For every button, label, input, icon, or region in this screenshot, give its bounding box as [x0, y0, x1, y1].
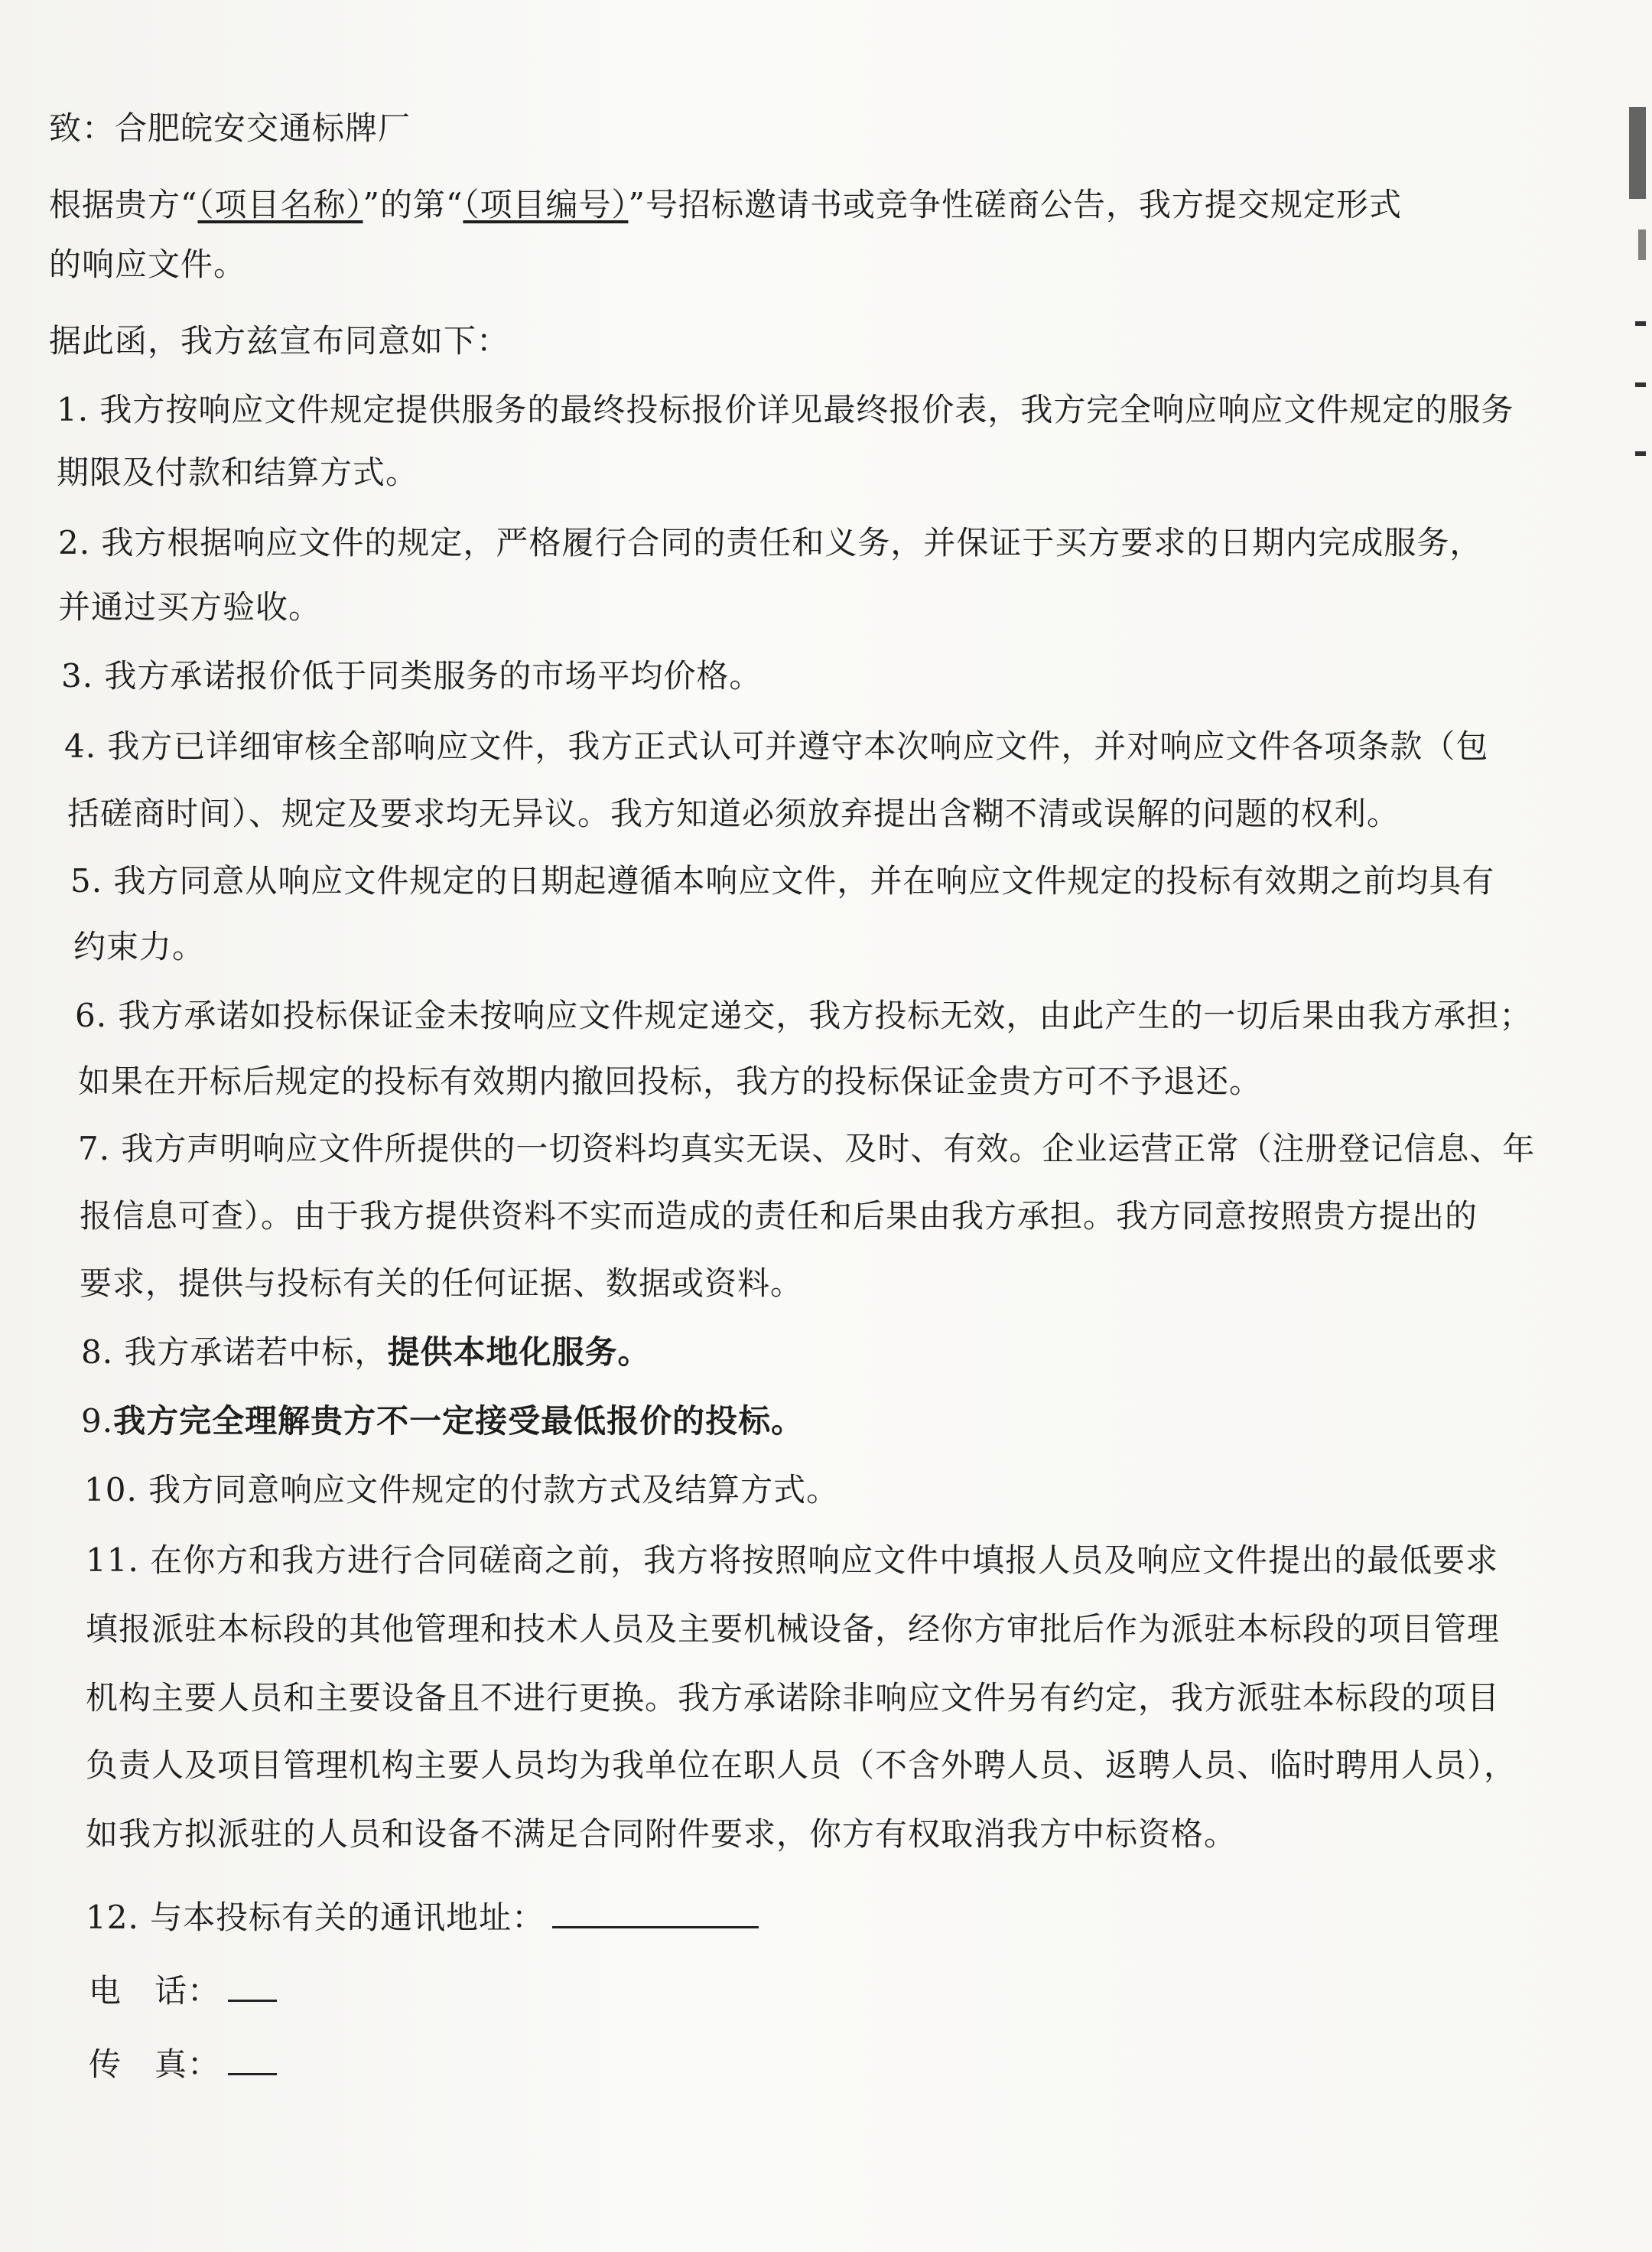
item-12-line	[86, 1892, 759, 1939]
project-name-placeholder: （项目名称）	[197, 186, 363, 223]
item-9-number: 9.	[81, 1402, 114, 1440]
item-7-line-a: 7. 我方声明响应文件所提供的一切资料均真实无误、及时、有效。企业运营正常（注册登记信息、年	[78, 1130, 1536, 1167]
item-9-line	[81, 1400, 804, 1443]
item-2-line-a: 2. 我方根据响应文件的规定，严格履行合同的责任和义务，并保证于买方要求的日期内完成服务，	[58, 524, 1483, 561]
addressee-line: 致：合肥皖安交通标牌厂	[49, 109, 411, 147]
declaration-line: 据此函，我方兹宣布同意如下：	[49, 322, 510, 360]
item-7-line-c: 要求，提供与投标有关的任何证据、数据或资料。	[80, 1264, 804, 1302]
item-6-line-b: 如果在开标后规定的投标有效期内撤回投标，我方的投标保证金贵方可不予退还。	[78, 1063, 1263, 1100]
item-2-line-b: 并通过买方验收。	[58, 588, 322, 626]
intro-line-2: 的响应文件。	[49, 246, 247, 283]
item-8-line	[81, 1331, 650, 1374]
item-11-line-c: 机构主要人员和主要设备且不进行更换。我方承诺除非响应文件另有约定，我方派驻本标段的项目	[86, 1679, 1501, 1717]
fax-line	[89, 2039, 277, 2086]
page-edge-marks	[1618, 92, 1652, 490]
fax-label: 传 真：	[89, 2045, 221, 2083]
intro-text-3: ”号招标邀请书或竞争性磋商公告，我方提交规定形式	[628, 186, 1402, 223]
item-1-line-b: 期限及付款和结算方式。	[57, 454, 419, 491]
item-8-bold-text: 提供本地化服务。	[387, 1333, 651, 1371]
item-11-line-e: 如我方拟派驻的人员和设备不满足合同附件要求，你方有权取消我方中标资格。	[86, 1815, 1237, 1853]
phone-label: 电 话：	[89, 1972, 221, 2010]
item-5-line-a: 5. 我方同意从响应文件规定的日期起遵循本响应文件，并在响应文件规定的投标有效期之前均具有	[70, 862, 1495, 900]
item-8-text: 8. 我方承诺若中标，	[81, 1333, 388, 1371]
intro-line-1	[49, 184, 1402, 226]
project-number-placeholder: （项目编号）	[463, 186, 629, 223]
item-11-line-a: 11. 在你方和我方进行合同磋商之前，我方将按照响应文件中填报人员及响应文件提出的最低要求	[86, 1541, 1499, 1579]
item-7-line-b: 报信息可查）。由于我方提供资料不实而造成的责任和后果由我方承担。我方同意按照贵方提出的	[80, 1197, 1478, 1235]
address-blank	[552, 1892, 759, 1928]
item-11-line-d: 负责人及项目管理机构主要人员均为我单位在职人员（不含外聘人员、返聘人员、临时聘用人员），	[86, 1746, 1517, 1784]
phone-blank	[228, 1966, 277, 2002]
item-1-line-a: 1. 我方按响应文件规定提供服务的最终投标报价详见最终报价表，我方完全响应响应文件规定的服务	[57, 391, 1514, 428]
item-3-line: 3. 我方承诺报价低于同类服务的市场平均价格。	[61, 657, 763, 695]
item-4-line-b: 括磋商时间）、规定及要求均无异议。我方知道必须放弃提出含糊不清或误解的问题的权利。	[67, 795, 1400, 832]
intro-text-2: ”的第“	[363, 186, 463, 223]
item-12-text: 12. 与本投标有关的通讯地址：	[86, 1899, 545, 1936]
fax-blank	[228, 2039, 277, 2075]
item-6-line-a: 6. 我方承诺如投标保证金未按响应文件规定递交，我方投标无效，由此产生的一切后果由我方承担；	[75, 997, 1533, 1034]
intro-text-1: 根据贵方“	[49, 186, 198, 223]
item-9-bold-text: 我方完全理解贵方不一定接受最低报价的投标。	[113, 1402, 805, 1440]
item-11-line-b: 填报派驻本标段的其他管理和技术人员及主要机械设备，经你方审批后作为派驻本标段的项目管理	[86, 1610, 1501, 1648]
item-10-line: 10. 我方同意响应文件规定的付款方式及结算方式。	[84, 1471, 840, 1508]
phone-line	[89, 1966, 277, 2013]
item-5-line-b: 约束力。	[73, 928, 206, 965]
item-4-line-a: 4. 我方已详细审核全部响应文件，我方正式认可并遵守本次响应文件，并对响应文件各项条款（包	[64, 727, 1489, 765]
